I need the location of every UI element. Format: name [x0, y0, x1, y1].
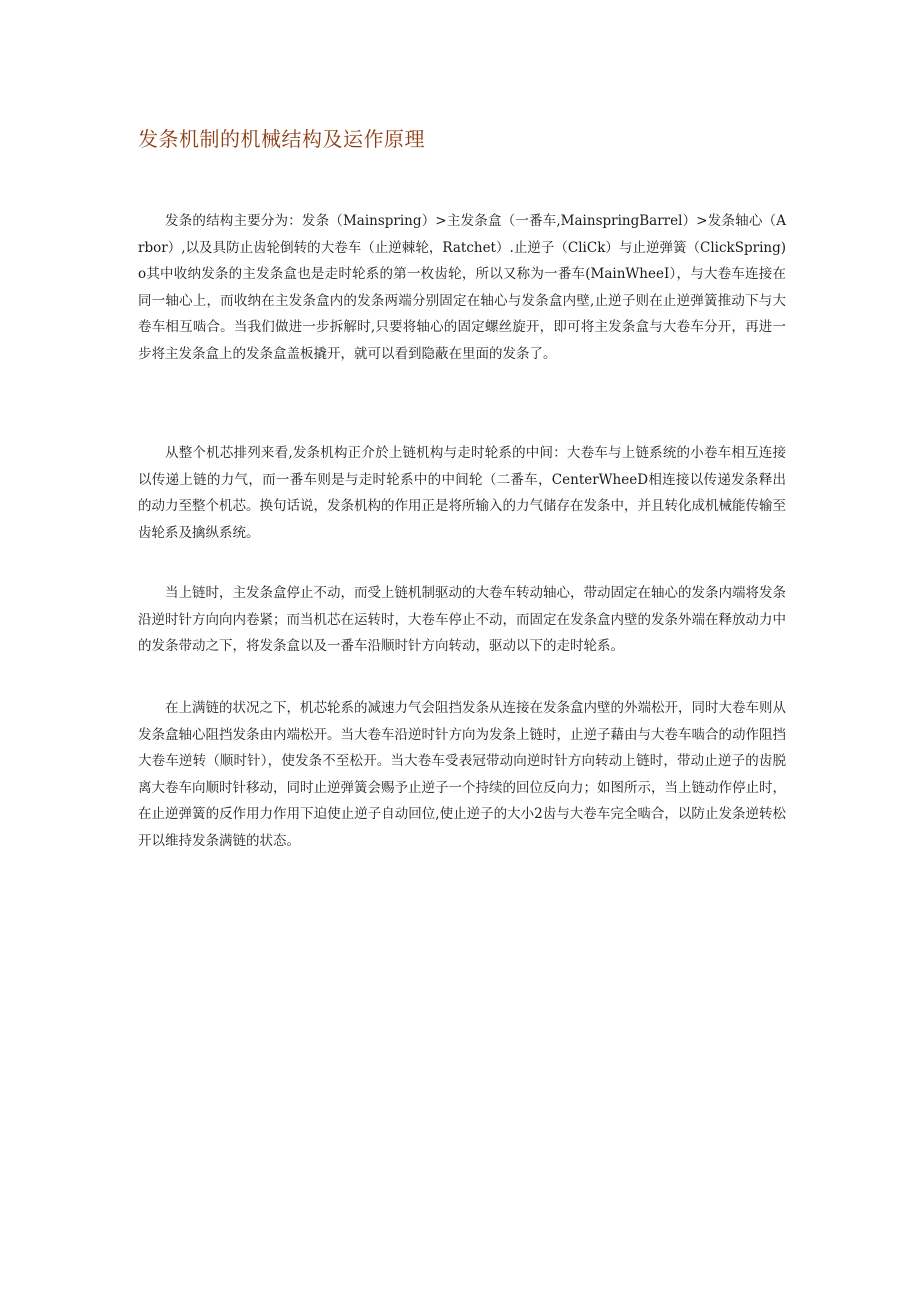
paragraph-structure: 发条的结构主要分为：发条（Mainspring）>主发条盒（一番车,MainspringBarrel）>发条轴心（Arbor）,以及具防止齿轮倒转的大卷车（止逆棘轮，Ratchet）.止逆子（CliCk）与止逆弹簧（ClickSpring)o其中收纳发条的主发条盒也是走时轮系的第一枚齿轮，所以又称为一番车(MainWheeI），与大卷车连接在同一轴心上，而收纳在主发条盒内的发条两端分别固定在轴心与发条盒内壁,止逆子则在止逆弹簧推动下与大卷车相互啮合。当我们做进一步拆解时,只要将轴心的固定螺丝旋开，即可将主发条盒与大卷车分开，再进一步将主发条盒上的发条盒盖板撬开，就可以看到隐蔽在里面的发条了。	[138, 213, 786, 362]
document-title: 发条机制的机械结构及运作原理	[138, 127, 425, 151]
paragraph-fully-wound: 在上满链的状况之下，机芯轮系的减速力气会阻挡发条从连接在发条盒内壁的外端松开，同时大卷车则从发条盒轴心阻挡发条由内端松开。当大卷车沿逆时针方向为发条上链时，止逆子藉由与大卷车啮合的动作阻挡大卷车逆转（顺时针），使发条不至松开。当大卷车受表冠带动向逆时针方向转动上链时，带动止逆子的齿脱离大卷车向顺时针移动，同时止逆弹簧会赐予止逆子一个持续的回位反向力；如图所示，当上链动作停止时，在止逆弹簧的反作用力作用下迫使止逆子自动回位,使止逆子的大小2齿与大卷车完全啮合，以防止发条逆转松开以维持发条满链的状态。	[138, 700, 786, 849]
paragraph-position: 从整个机芯排列来看,发条机构正介於上链机构与走时轮系的中间：大卷车与上链系统的小卷车相互连接以传递上链的力气，而一番车则是与走时轮系中的中间轮（二番车，CenterWheeD相连接以传递发条释出的动力至整个机芯。换句话说，发条机构的作用正是将所输入的力气储存在发条中，并且转化成机械能传输至齿轮系及擒纵系统。	[138, 445, 786, 541]
paragraph-winding: 当上链时，主发条盒停止不动，而受上链机制驱动的大卷车转动轴心，带动固定在轴心的发条内端将发条沿逆时针方向向内卷紧；而当机芯在运转时，大卷车停止不动，而固定在发条盒内壁的发条外端在释放动力中的发条带动之下，将发条盒以及一番车沿顺时针方向转动，驱动以下的走时轮系。	[138, 585, 786, 654]
